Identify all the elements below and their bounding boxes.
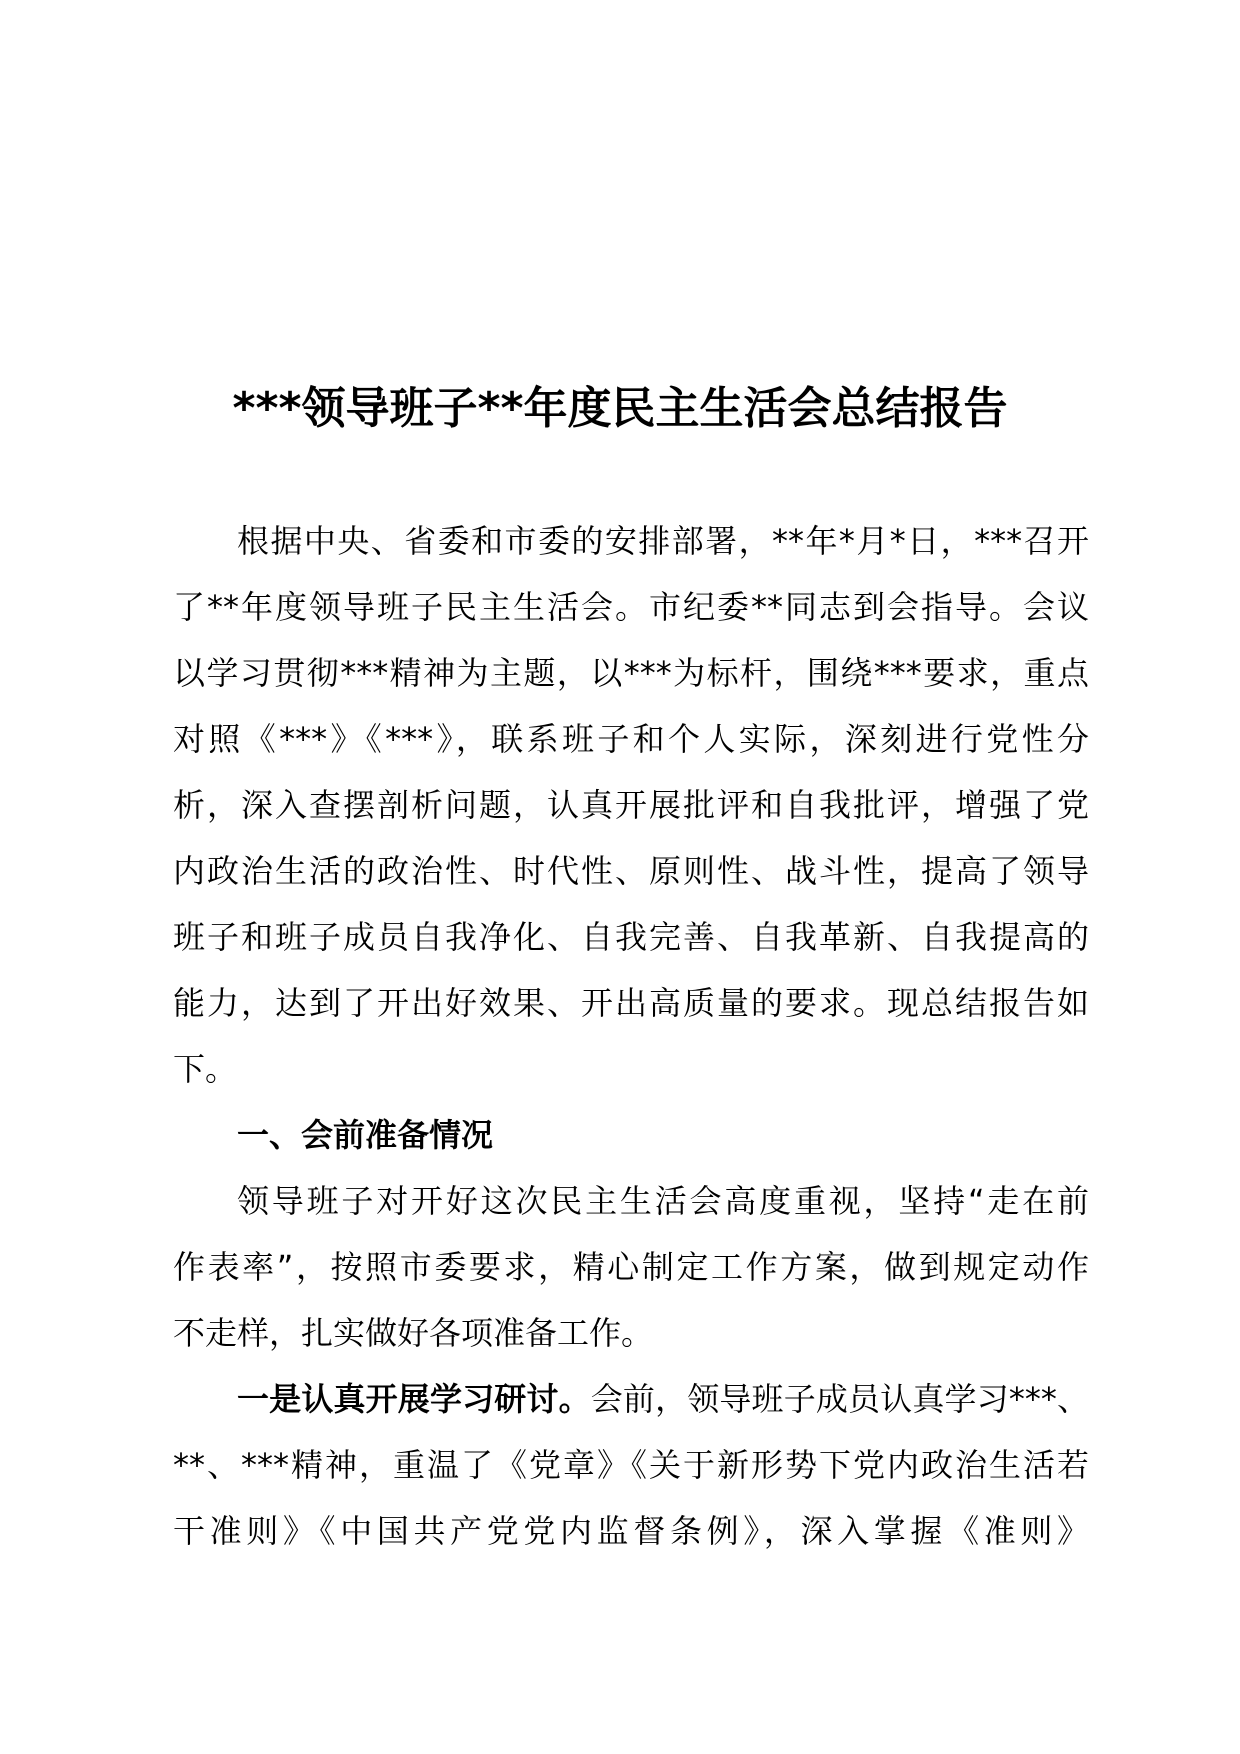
- text-line: 不走样，扎实做好各项准备工作。: [173, 1314, 654, 1352]
- document-title: ***领导班子**年度民主生活会总结报告: [232, 383, 1008, 434]
- paragraph-preparation: [173, 1168, 1089, 1366]
- section-heading: 一、会前准备情况: [237, 1116, 494, 1154]
- text-line: **、***精神，重温了《党章》《关于新形势下党内政治生活若: [173, 1446, 1089, 1484]
- text-line: 作表率”，按照市委要求，精心制定工作方案，做到规定动作: [173, 1248, 1089, 1286]
- text-line: 班子和班子成员自我净化、自我完善、自我革新、自我提高的: [173, 918, 1089, 956]
- text-line: 以学习贯彻***精神为主题，以***为标杆，围绕***要求，重点: [173, 654, 1089, 692]
- text-line: 干准则》《中国共产党党内监督条例》，深入掌握《准则》: [173, 1512, 1089, 1550]
- text-line: 根据中央、省委和市委的安排部署，**年*月*日，***召开: [237, 522, 1089, 560]
- text-line: [173, 1366, 1089, 1432]
- text-line: 内政治生活的政治性、时代性、原则性、战斗性，提高了领导: [173, 852, 1089, 890]
- document-body: [173, 508, 1089, 1564]
- text-line: 能力，达到了开出好效果、开出高质量的要求。现总结报告如: [173, 984, 1089, 1022]
- text-line: 了**年度领导班子民主生活会。市纪委**同志到会指导。会议: [173, 588, 1089, 626]
- text-span: 会前，领导班子成员认真学习***、: [590, 1380, 1089, 1418]
- text-line: 析，深入查摆剖析问题，认真开展批评和自我批评，增强了党: [173, 786, 1089, 824]
- text-line: 领导班子对开好这次民主生活会高度重视，坚持“走在前: [237, 1182, 1089, 1220]
- bold-lead: 一是认真开展学习研讨。: [237, 1380, 591, 1418]
- text-line: 下。: [173, 1050, 238, 1088]
- text-line: 对照《***》《***》，联系班子和个人实际，深刻进行党性分: [173, 720, 1089, 758]
- paragraph-study: [173, 1366, 1089, 1564]
- paragraph-intro: [173, 508, 1089, 1102]
